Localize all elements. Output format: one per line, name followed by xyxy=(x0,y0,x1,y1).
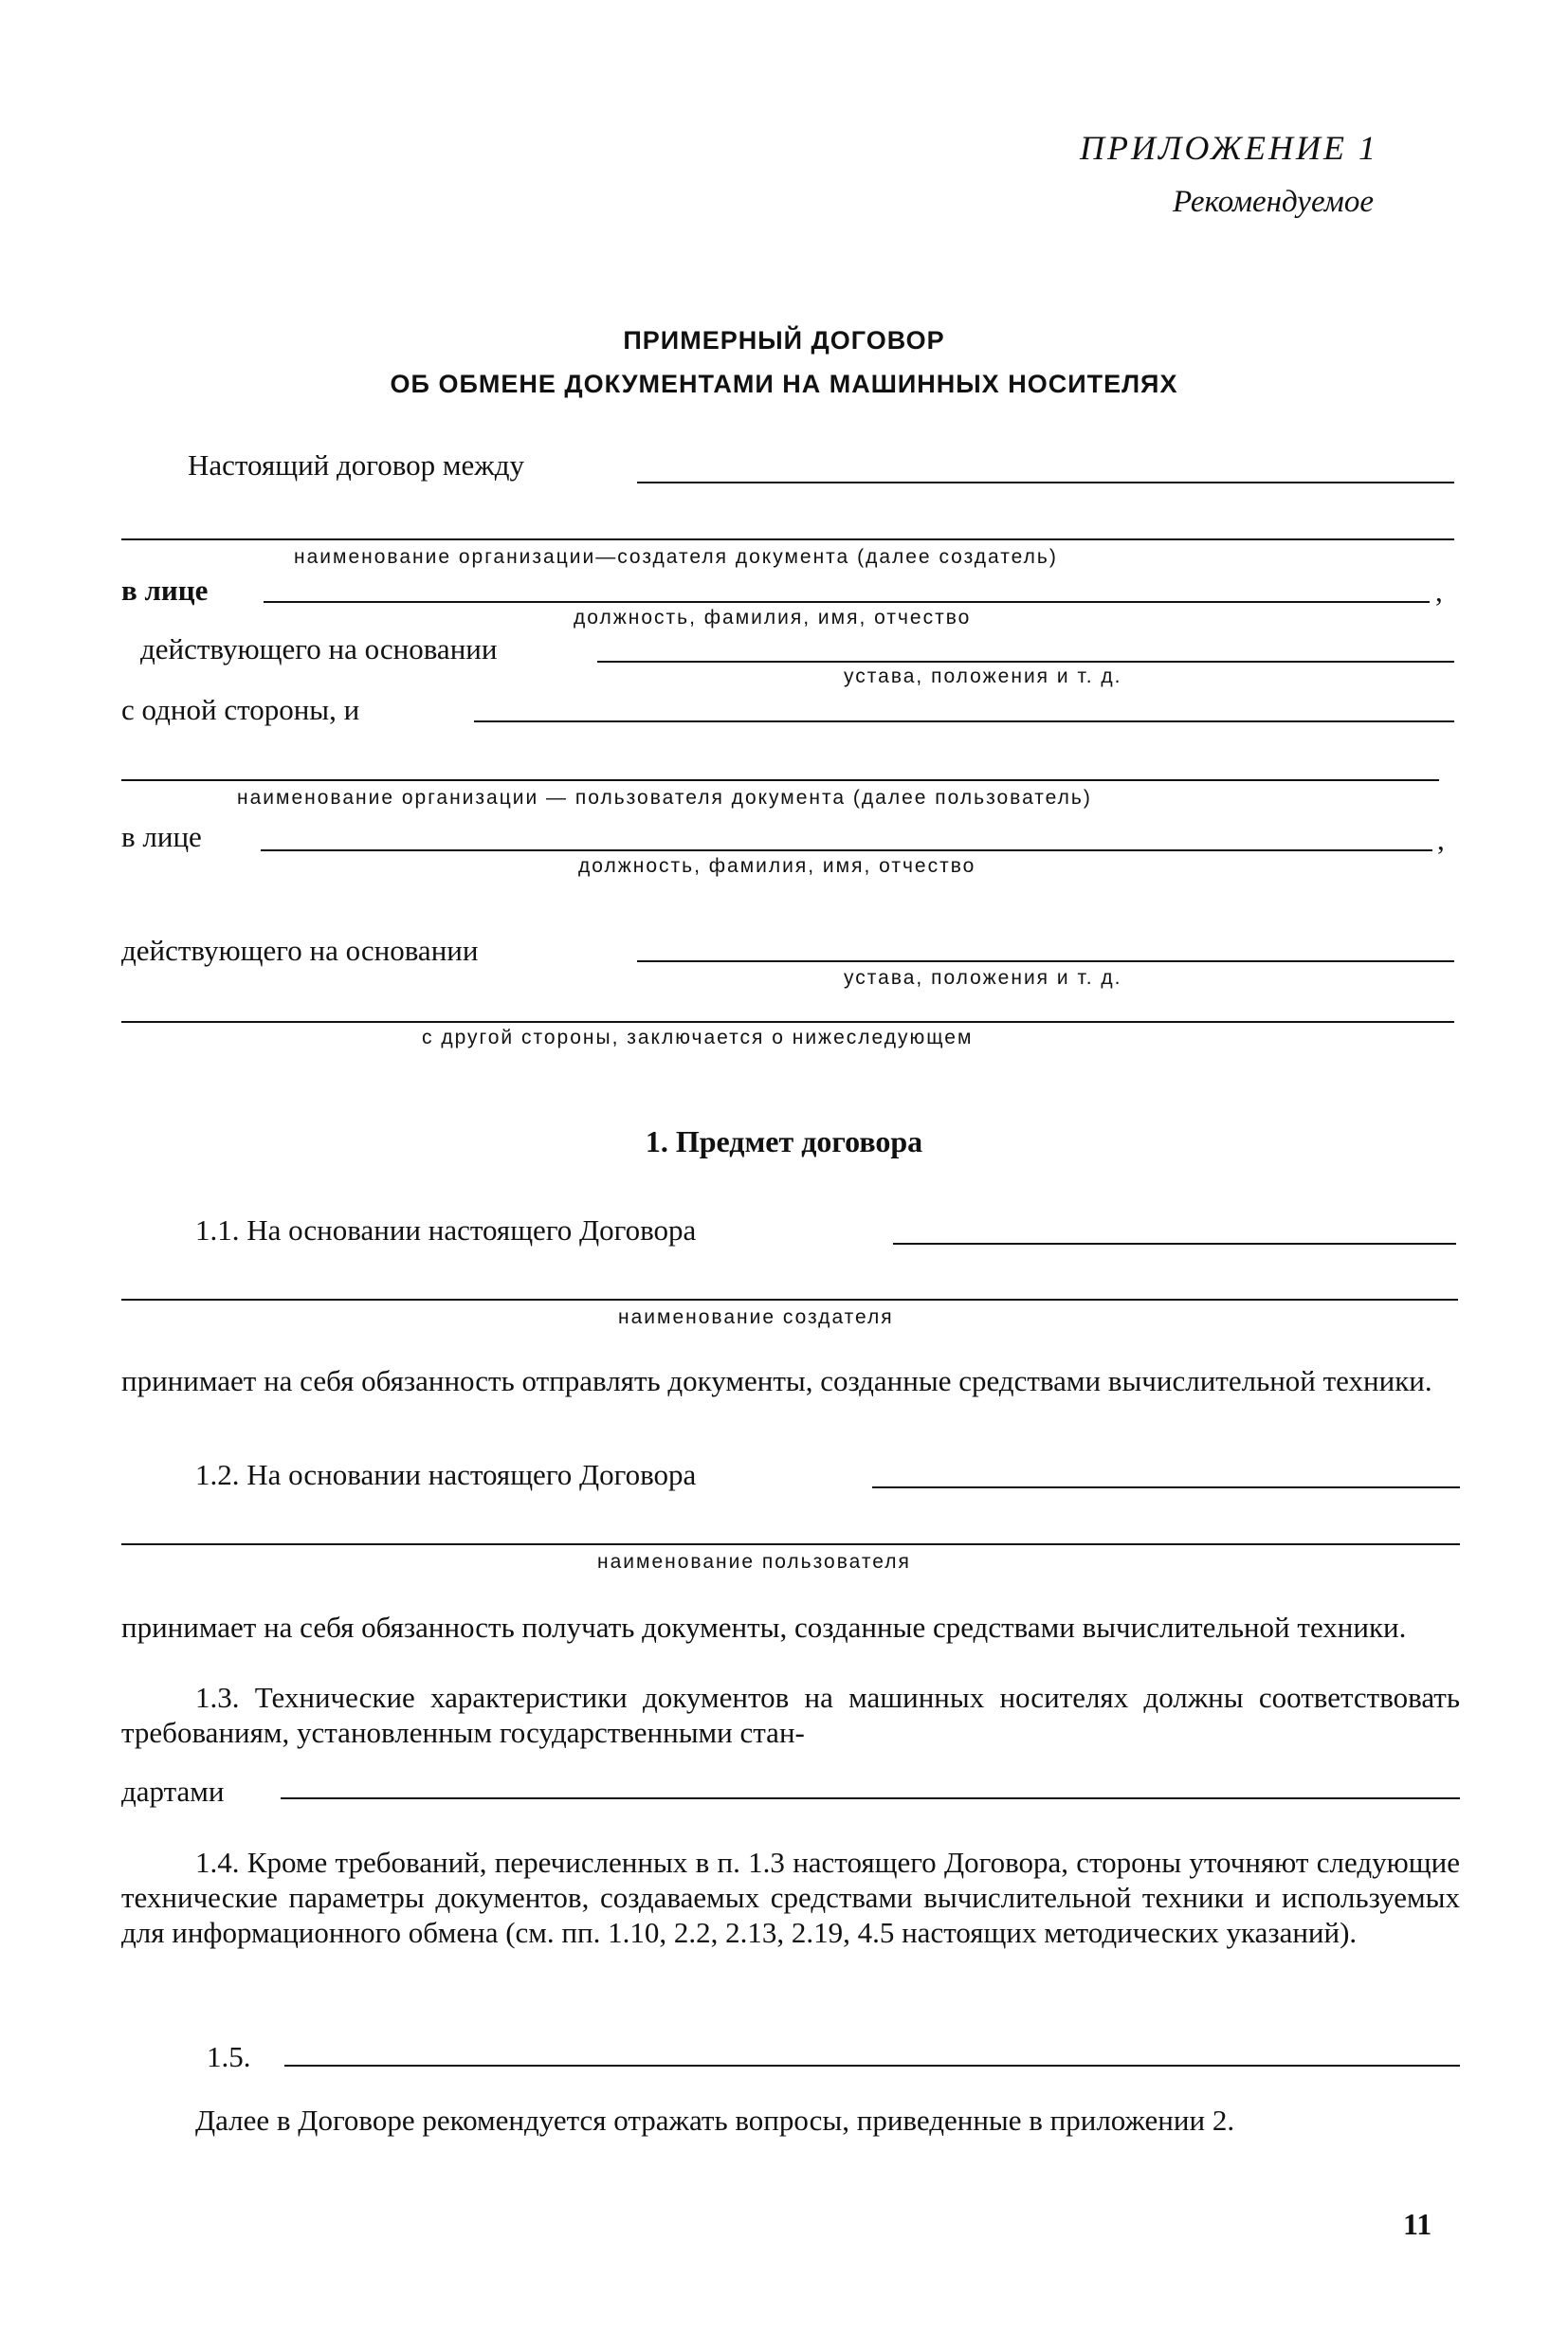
user-org-caption: наименование организации — пользователя документа (далее пользователь) xyxy=(237,787,1092,809)
blank-line-standards xyxy=(281,1797,1460,1799)
in-person-label-2: в лице xyxy=(121,820,202,853)
blank-line-closing xyxy=(121,1021,1454,1023)
other-side-caption: с другой стороны, заключается о нижеследующем xyxy=(422,1027,974,1048)
comma-1: , xyxy=(1435,574,1443,608)
document-title-line2: ОБ ОБМЕНЕ ДОКУМЕНТАМИ НА МАШИННЫХ НОСИТЕЛЯХ xyxy=(390,370,1178,398)
page-number: 11 xyxy=(1403,2207,1432,2241)
clause-1-1-continuation: принимает на себя обязанность отправлять документы, созданные средствами вычислительной техники. xyxy=(121,1364,1432,1397)
document-title-line1: ПРИМЕРНЫЙ ДОГОВОР xyxy=(623,326,945,355)
blank-line-user-org xyxy=(121,779,1439,781)
blank-line-position-1 xyxy=(264,601,1430,603)
blank-line-creator-name xyxy=(121,1299,1458,1301)
blank-line-position-2 xyxy=(261,849,1432,851)
section-heading: 1. Предмет договора xyxy=(645,1124,923,1158)
in-person-label-1: в лице xyxy=(121,574,209,607)
clause-1-5: 1.5. xyxy=(207,2040,251,2073)
appendix-title: ПРИЛОЖЕНИЕ 1 xyxy=(1080,129,1378,167)
closing-paragraph: Далее в Договоре рекомендуется отражать вопросы, приведенные в приложении 2. xyxy=(195,2104,1235,2137)
acting-basis-label-2: действующего на основании xyxy=(121,934,479,967)
comma-2: , xyxy=(1437,823,1445,856)
position-caption-1: должность, фамилия, имя, отчество xyxy=(574,607,972,629)
charter-caption-2: устава, положения и т. д. xyxy=(844,967,1122,989)
blank-line-basis-2 xyxy=(637,960,1454,962)
blank-line-clause-1-2 xyxy=(872,1486,1460,1488)
clause-1-4: 1.4. Кроме требований, перечисленных в п. 1.3 настоящего Договора, стороны уточняют следующие технические параметры документов, создаваемых средствами вычислительной техники и используемых для информационного обмена (см. пп. 1.10, 2.2, 2.13, 2.19, 4.5 настоящих методических указаний). xyxy=(121,1846,1460,1949)
blank-line-clause-1-5 xyxy=(284,2065,1460,2067)
blank-line-creator-org xyxy=(121,538,1454,540)
clause-1-2-continuation: принимает на себя обязанность получать документы, созданные средствами вычислительной техники. xyxy=(121,1611,1407,1644)
blank-line-user-name xyxy=(121,1543,1460,1545)
appendix-subtitle: Рекомендуемое xyxy=(1172,185,1374,219)
one-side-label: с одной стороны, и xyxy=(121,693,360,726)
blank-line-parties xyxy=(637,482,1454,483)
clause-1-3-end: дартами xyxy=(121,1775,225,1808)
acting-basis-label-1: действующего на основании xyxy=(140,632,498,665)
clause-1-1: 1.1. На основании настоящего Договора xyxy=(195,1213,697,1247)
blank-line-basis-1 xyxy=(597,661,1454,663)
blank-line-clause-1-1 xyxy=(893,1243,1456,1245)
creator-org-caption: наименование организации—создателя документа (далее создатель) xyxy=(294,546,1058,568)
charter-caption-1: устава, положения и т. д. xyxy=(844,665,1122,687)
position-caption-2: должность, фамилия, имя, отчество xyxy=(578,855,976,877)
contract-intro: Настоящий договор между xyxy=(188,448,524,482)
blank-line-one-side xyxy=(474,720,1454,722)
creator-name-caption: наименование создателя xyxy=(618,1306,894,1328)
clause-1-3: 1.3. Технические характеристики документов на машинных носителях должны соответствовать требованиям, установленным государственными стан- xyxy=(121,1681,1460,1749)
user-name-caption: наименование пользователя xyxy=(597,1551,911,1573)
clause-1-2: 1.2. На основании настоящего Договора xyxy=(195,1458,697,1491)
